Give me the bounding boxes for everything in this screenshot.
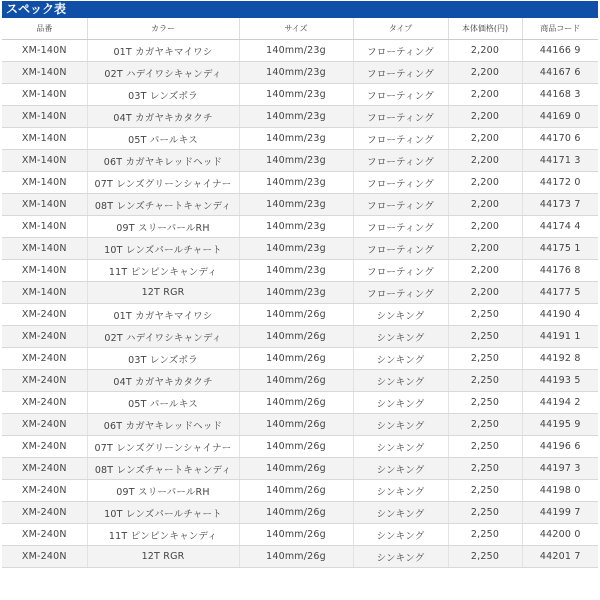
cell-product-code: 44167 6 xyxy=(522,62,598,84)
cell-color: 12T RGR xyxy=(87,282,239,304)
cell-price: 2,200 xyxy=(448,84,522,106)
cell-size: 140mm/23g xyxy=(239,282,353,304)
cell-product-code: 44194 2 xyxy=(522,392,598,414)
cell-price: 2,200 xyxy=(448,194,522,216)
cell-type: フローティング xyxy=(353,172,448,194)
cell-type: フローティング xyxy=(353,62,448,84)
cell-part-number: XM-240N xyxy=(2,436,87,458)
header-type: タイプ xyxy=(353,18,448,40)
cell-price: 2,250 xyxy=(448,414,522,436)
cell-color: 11T ピンピンキャンディ xyxy=(87,260,239,282)
cell-price: 2,250 xyxy=(448,304,522,326)
cell-part-number: XM-140N xyxy=(2,194,87,216)
cell-type: フローティング xyxy=(353,84,448,106)
cell-type: シンキング xyxy=(353,304,448,326)
cell-type: シンキング xyxy=(353,480,448,502)
cell-part-number: XM-140N xyxy=(2,150,87,172)
cell-size: 140mm/23g xyxy=(239,238,353,260)
cell-color: 04T カガヤキカタクチ xyxy=(87,370,239,392)
cell-product-code: 44197 3 xyxy=(522,458,598,480)
cell-product-code: 44175 1 xyxy=(522,238,598,260)
cell-part-number: XM-240N xyxy=(2,502,87,524)
cell-price: 2,250 xyxy=(448,436,522,458)
table-row xyxy=(2,502,598,524)
cell-price: 2,200 xyxy=(448,150,522,172)
cell-type: フローティング xyxy=(353,282,448,304)
cell-color: 08T レンズチャートキャンディ xyxy=(87,458,239,480)
header-row xyxy=(2,18,598,40)
cell-product-code: 44200 0 xyxy=(522,524,598,546)
cell-size: 140mm/26g xyxy=(239,502,353,524)
spec-table xyxy=(2,18,598,568)
cell-part-number: XM-140N xyxy=(2,238,87,260)
cell-part-number: XM-240N xyxy=(2,480,87,502)
cell-product-code: 44166 9 xyxy=(522,40,598,62)
cell-part-number: XM-240N xyxy=(2,348,87,370)
cell-color: 04T カガヤキカタクチ xyxy=(87,106,239,128)
cell-size: 140mm/23g xyxy=(239,172,353,194)
header-part-number: 品番 xyxy=(2,18,87,40)
cell-size: 140mm/26g xyxy=(239,546,353,568)
cell-part-number: XM-140N xyxy=(2,282,87,304)
cell-color: 09T スリーパールRH xyxy=(87,480,239,502)
cell-size: 140mm/26g xyxy=(239,524,353,546)
table-row xyxy=(2,260,598,282)
cell-part-number: XM-140N xyxy=(2,40,87,62)
cell-part-number: XM-240N xyxy=(2,326,87,348)
header-size: サイズ xyxy=(239,18,353,40)
cell-type: フローティング xyxy=(353,40,448,62)
table-row xyxy=(2,172,598,194)
cell-price: 2,200 xyxy=(448,172,522,194)
table-row xyxy=(2,524,598,546)
cell-price: 2,200 xyxy=(448,216,522,238)
cell-size: 140mm/26g xyxy=(239,304,353,326)
cell-part-number: XM-240N xyxy=(2,392,87,414)
table-row xyxy=(2,282,598,304)
cell-color: 12T RGR xyxy=(87,546,239,568)
cell-color: 02T ハデイワシキャンディ xyxy=(87,326,239,348)
cell-color: 05T パールキス xyxy=(87,128,239,150)
cell-price: 2,250 xyxy=(448,480,522,502)
cell-size: 140mm/23g xyxy=(239,194,353,216)
cell-product-code: 44199 7 xyxy=(522,502,598,524)
cell-size: 140mm/23g xyxy=(239,128,353,150)
cell-product-code: 44169 0 xyxy=(522,106,598,128)
cell-color: 03T レンズボラ xyxy=(87,84,239,106)
cell-size: 140mm/26g xyxy=(239,392,353,414)
cell-product-code: 44171 3 xyxy=(522,150,598,172)
cell-product-code: 44201 7 xyxy=(522,546,598,568)
cell-color: 01T カガヤキマイワシ xyxy=(87,304,239,326)
cell-size: 140mm/23g xyxy=(239,260,353,282)
cell-price: 2,200 xyxy=(448,62,522,84)
cell-color: 10T レンズパールチャート xyxy=(87,238,239,260)
cell-price: 2,200 xyxy=(448,260,522,282)
table-row xyxy=(2,304,598,326)
cell-color: 08T レンズチャートキャンディ xyxy=(87,194,239,216)
table-row xyxy=(2,326,598,348)
cell-part-number: XM-140N xyxy=(2,62,87,84)
cell-part-number: XM-240N xyxy=(2,458,87,480)
table-row xyxy=(2,216,598,238)
cell-color: 11T ピンピンキャンディ xyxy=(87,524,239,546)
header-product-code: 商品コード xyxy=(522,18,598,40)
cell-color: 03T レンズボラ xyxy=(87,348,239,370)
cell-type: フローティング xyxy=(353,216,448,238)
cell-color: 05T パールキス xyxy=(87,392,239,414)
cell-part-number: XM-140N xyxy=(2,216,87,238)
cell-product-code: 44172 0 xyxy=(522,172,598,194)
table-row xyxy=(2,480,598,502)
cell-type: シンキング xyxy=(353,414,448,436)
cell-type: シンキング xyxy=(353,348,448,370)
cell-product-code: 44176 8 xyxy=(522,260,598,282)
cell-size: 140mm/26g xyxy=(239,458,353,480)
cell-part-number: XM-140N xyxy=(2,84,87,106)
cell-price: 2,200 xyxy=(448,282,522,304)
cell-size: 140mm/26g xyxy=(239,326,353,348)
cell-price: 2,250 xyxy=(448,546,522,568)
cell-price: 2,200 xyxy=(448,238,522,260)
cell-color: 01T カガヤキマイワシ xyxy=(87,40,239,62)
cell-size: 140mm/23g xyxy=(239,62,353,84)
cell-part-number: XM-240N xyxy=(2,414,87,436)
cell-color: 02T ハデイワシキャンディ xyxy=(87,62,239,84)
cell-size: 140mm/26g xyxy=(239,480,353,502)
cell-size: 140mm/23g xyxy=(239,106,353,128)
cell-price: 2,200 xyxy=(448,40,522,62)
cell-color: 07T レンズグリーンシャイナー xyxy=(87,436,239,458)
cell-size: 140mm/26g xyxy=(239,370,353,392)
cell-price: 2,250 xyxy=(448,370,522,392)
cell-part-number: XM-240N xyxy=(2,370,87,392)
cell-product-code: 44191 1 xyxy=(522,326,598,348)
cell-type: シンキング xyxy=(353,326,448,348)
spec-table-body xyxy=(2,40,598,568)
cell-part-number: XM-240N xyxy=(2,546,87,568)
cell-type: フローティング xyxy=(353,194,448,216)
table-row xyxy=(2,84,598,106)
cell-size: 140mm/23g xyxy=(239,84,353,106)
cell-type: シンキング xyxy=(353,524,448,546)
cell-price: 2,250 xyxy=(448,348,522,370)
cell-part-number: XM-140N xyxy=(2,128,87,150)
cell-product-code: 44190 4 xyxy=(522,304,598,326)
table-row xyxy=(2,546,598,568)
table-row xyxy=(2,348,598,370)
cell-color: 06T カガヤキレッドヘッド xyxy=(87,150,239,172)
cell-product-code: 44174 4 xyxy=(522,216,598,238)
cell-product-code: 44196 6 xyxy=(522,436,598,458)
cell-type: シンキング xyxy=(353,458,448,480)
table-row xyxy=(2,414,598,436)
cell-product-code: 44195 9 xyxy=(522,414,598,436)
cell-type: シンキング xyxy=(353,546,448,568)
cell-product-code: 44168 3 xyxy=(522,84,598,106)
cell-size: 140mm/26g xyxy=(239,436,353,458)
table-row xyxy=(2,436,598,458)
cell-price: 2,250 xyxy=(448,502,522,524)
table-row xyxy=(2,128,598,150)
cell-part-number: XM-240N xyxy=(2,524,87,546)
cell-size: 140mm/26g xyxy=(239,414,353,436)
cell-type: フローティング xyxy=(353,150,448,172)
cell-type: フローティング xyxy=(353,106,448,128)
table-row xyxy=(2,392,598,414)
cell-type: フローティング xyxy=(353,238,448,260)
cell-part-number: XM-240N xyxy=(2,304,87,326)
table-row xyxy=(2,62,598,84)
cell-price: 2,200 xyxy=(448,106,522,128)
cell-type: フローティング xyxy=(353,260,448,282)
table-row xyxy=(2,458,598,480)
cell-color: 07T レンズグリーンシャイナー xyxy=(87,172,239,194)
table-row xyxy=(2,106,598,128)
cell-color: 10T レンズパールチャート xyxy=(87,502,239,524)
cell-size: 140mm/23g xyxy=(239,40,353,62)
cell-color: 09T スリーパールRH xyxy=(87,216,239,238)
table-row xyxy=(2,238,598,260)
cell-product-code: 44177 5 xyxy=(522,282,598,304)
spec-table-header xyxy=(2,18,598,40)
cell-size: 140mm/23g xyxy=(239,150,353,172)
cell-product-code: 44170 6 xyxy=(522,128,598,150)
cell-price: 2,200 xyxy=(448,128,522,150)
cell-size: 140mm/23g xyxy=(239,216,353,238)
cell-product-code: 44173 7 xyxy=(522,194,598,216)
cell-type: フローティング xyxy=(353,128,448,150)
cell-part-number: XM-140N xyxy=(2,260,87,282)
cell-size: 140mm/26g xyxy=(239,348,353,370)
cell-price: 2,250 xyxy=(448,524,522,546)
cell-part-number: XM-140N xyxy=(2,106,87,128)
table-row xyxy=(2,150,598,172)
cell-price: 2,250 xyxy=(448,326,522,348)
cell-type: シンキング xyxy=(353,436,448,458)
table-row xyxy=(2,194,598,216)
header-color: カラー xyxy=(87,18,239,40)
cell-product-code: 44193 5 xyxy=(522,370,598,392)
cell-part-number: XM-140N xyxy=(2,172,87,194)
table-row xyxy=(2,370,598,392)
cell-color: 06T カガヤキレッドヘッド xyxy=(87,414,239,436)
table-row xyxy=(2,40,598,62)
cell-price: 2,250 xyxy=(448,458,522,480)
spec-table-title: スペック表 xyxy=(2,1,598,18)
cell-price: 2,250 xyxy=(448,392,522,414)
cell-product-code: 44192 8 xyxy=(522,348,598,370)
cell-type: シンキング xyxy=(353,502,448,524)
cell-type: シンキング xyxy=(353,392,448,414)
header-price: 本体価格(円) xyxy=(448,18,522,40)
cell-type: シンキング xyxy=(353,370,448,392)
cell-product-code: 44198 0 xyxy=(522,480,598,502)
